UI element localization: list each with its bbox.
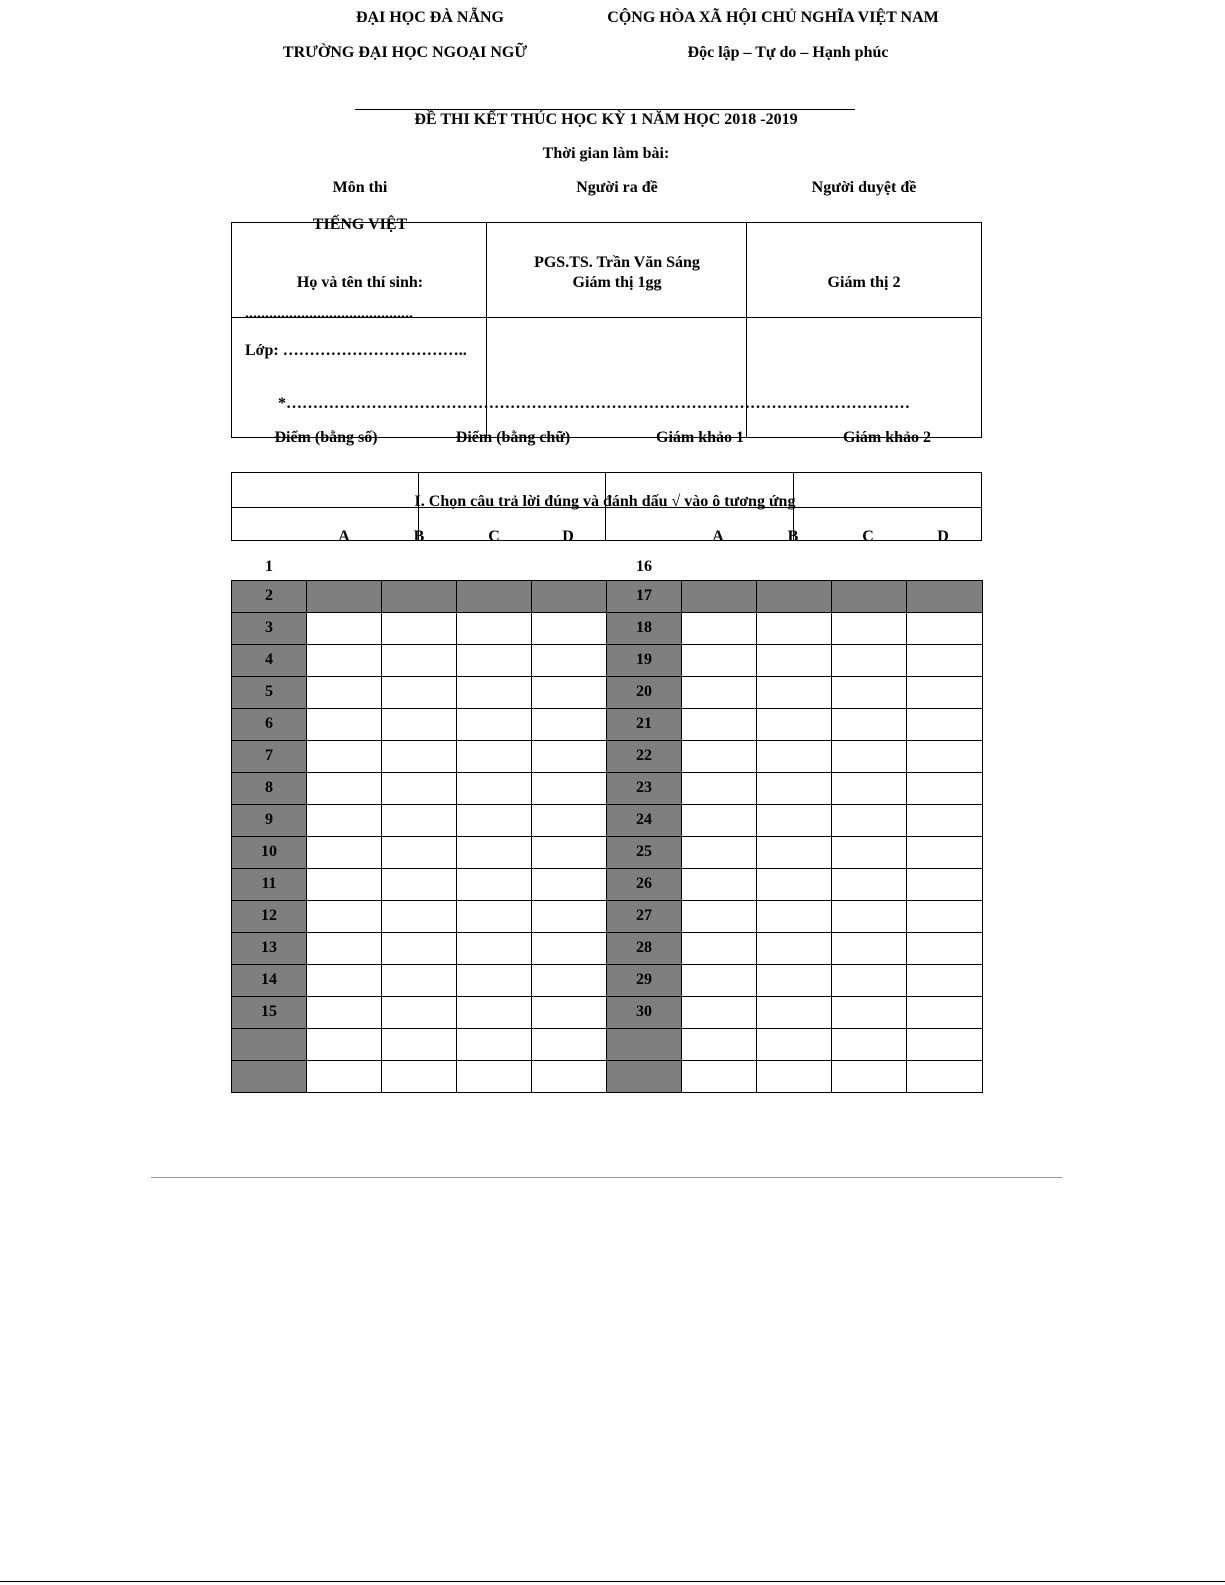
answer-cell-d[interactable] [532,804,607,836]
answer-cell-b[interactable] [757,676,832,708]
question-number-left [232,1028,307,1060]
answer-cell-a[interactable] [307,644,382,676]
answer-cell-a[interactable] [307,836,382,868]
answer-cell-a[interactable] [307,772,382,804]
question-number-right: 29 [607,964,682,996]
answer-cell-c[interactable] [832,555,907,580]
answer-cell-b[interactable] [757,1028,832,1060]
subject-label: Môn thi [332,179,388,196]
score-words-label: Điểm (bằng chữ) [455,429,571,446]
answer-cell-d[interactable] [532,580,607,612]
answer-row [232,555,983,580]
question-number-left: 4 [232,644,307,676]
question-number-left: 12 [232,900,307,932]
answer-cell-b[interactable] [757,580,832,612]
answer-cell-d[interactable] [907,708,983,740]
answer-cell-a[interactable] [682,740,757,772]
answer-cell-a[interactable] [307,612,382,644]
answer-cell-d[interactable] [907,580,983,612]
answer-cell-c[interactable] [457,804,532,836]
school-name: TRƯỜNG ĐẠI HỌC NGOẠI NGỮ [282,44,528,61]
answer-cell-c[interactable] [457,580,532,612]
national-title: CỘNG HÒA XÃ HỘI CHỦ NGHĨA VIỆT NAM [607,9,939,26]
answer-cell-c[interactable] [457,644,532,676]
answer-cell-b[interactable] [382,1028,457,1060]
answer-row [232,932,983,964]
question-number-right: 21 [607,708,682,740]
cut-line: *……………………………………………………………………………………………………… [278,395,910,412]
page-bottom-edge [0,1581,1225,1582]
answer-cell-d[interactable] [532,676,607,708]
answer-cell-c[interactable] [457,1060,532,1092]
question-number-left: 14 [232,964,307,996]
question-number-left: 2 [232,580,307,612]
answer-cell-b[interactable] [382,1060,457,1092]
examiner-2-label: Giám khảo 2 [842,429,932,446]
answer-cell-c[interactable] [832,836,907,868]
answer-cell-c[interactable] [457,868,532,900]
score-number-label: Điểm (bằng số) [274,429,378,446]
answer-grid [231,555,983,1093]
title-rule [355,109,855,110]
question-number-right: 20 [607,676,682,708]
answer-cell-a[interactable] [682,644,757,676]
answer-cell-c[interactable] [832,644,907,676]
answer-cell-a[interactable] [682,612,757,644]
answer-cell-d[interactable] [532,1028,607,1060]
answer-cell-c[interactable] [457,964,532,996]
answer-cell-b[interactable] [382,612,457,644]
subject-value: TIẾNG VIỆT [312,216,408,233]
author-label: Người ra đề [576,179,658,196]
answer-cell-c[interactable] [832,804,907,836]
answer-cell-b[interactable] [757,836,832,868]
answer-cell-c[interactable] [832,612,907,644]
option-label-c: C [488,528,500,545]
question-number-left: 3 [232,612,307,644]
question-number-left: 9 [232,804,307,836]
answer-cell-d[interactable] [532,932,607,964]
answer-cell-d[interactable] [907,900,983,932]
answer-cell-b[interactable] [382,868,457,900]
answer-cell-a[interactable] [682,868,757,900]
answer-cell-b[interactable] [757,708,832,740]
option-label-a-right: A [712,528,724,545]
answer-cell-c[interactable] [832,1060,907,1092]
invigilator-2: Giám thị 2 [827,274,901,291]
answer-cell-b[interactable] [382,644,457,676]
answer-cell-a[interactable] [307,740,382,772]
answer-cell-a[interactable] [307,932,382,964]
answer-cell-a[interactable] [682,932,757,964]
answer-cell-d[interactable] [907,676,983,708]
answer-cell-a[interactable] [307,996,382,1028]
answer-cell-c[interactable] [457,996,532,1028]
answer-cell-d[interactable] [907,740,983,772]
answer-cell-c[interactable] [457,708,532,740]
answer-cell-b[interactable] [382,555,457,580]
answer-cell-b[interactable] [382,836,457,868]
answer-cell-c[interactable] [832,900,907,932]
answer-row [232,836,983,868]
candidate-name-field[interactable]: .......................................... [245,305,413,322]
answer-cell-c[interactable] [457,555,532,580]
question-number-right: 27 [607,900,682,932]
answer-cell-c[interactable] [832,772,907,804]
answer-cell-a[interactable] [307,580,382,612]
answer-cell-c[interactable] [457,900,532,932]
answer-cell-c[interactable] [832,868,907,900]
answer-cell-b[interactable] [757,1060,832,1092]
answer-row [232,996,983,1028]
answer-row [232,772,983,804]
answer-cell-c[interactable] [457,612,532,644]
answer-cell-c[interactable] [832,996,907,1028]
question-number-left: 6 [232,708,307,740]
reviewer-label: Người duyệt đề [811,179,917,196]
answer-cell-a[interactable] [307,868,382,900]
answer-cell-b[interactable] [757,612,832,644]
answer-cell-c[interactable] [832,932,907,964]
answer-cell-d[interactable] [532,836,607,868]
answer-cell-c[interactable] [832,580,907,612]
answer-row [232,644,983,676]
national-motto: Độc lập – Tự do – Hạnh phúc [687,44,889,61]
question-number-right: 25 [607,836,682,868]
answer-cell-c[interactable] [832,1028,907,1060]
answer-cell-b[interactable] [382,996,457,1028]
answer-cell-d[interactable] [907,836,983,868]
question-number-left: 1 [232,555,307,580]
question-number-right: 19 [607,644,682,676]
option-label-a: A [338,528,350,545]
answer-row [232,804,983,836]
university-name: ĐẠI HỌC ĐÀ NẴNG [356,9,504,26]
question-number-right: 28 [607,932,682,964]
question-number-left: 8 [232,772,307,804]
answer-cell-a[interactable] [682,1060,757,1092]
answer-cell-b[interactable] [757,555,832,580]
answer-cell-b[interactable] [382,580,457,612]
answer-cell-a[interactable] [307,900,382,932]
candidate-name-label: Họ và tên thí sinh: [296,274,424,291]
answer-cell-d[interactable] [907,772,983,804]
answer-cell-b[interactable] [382,804,457,836]
exam-title: ĐỀ THI KẾT THÚC HỌC KỲ 1 NĂM HỌC 2018 -2019 [414,111,798,128]
answer-cell-b[interactable] [382,676,457,708]
answer-cell-c[interactable] [457,836,532,868]
instruction-text: I. Chọn câu trả lời đúng và đánh dấu √ vào ô tương ứng [414,493,796,510]
answer-cell-a[interactable] [682,708,757,740]
exam-time-label: Thời gian làm bài: [542,145,670,162]
answer-cell-d[interactable] [907,964,983,996]
answer-cell-a[interactable] [307,555,382,580]
answer-cell-d[interactable] [907,804,983,836]
page-footer-rule [151,1177,1062,1178]
answer-cell-a[interactable] [682,996,757,1028]
option-label-d-right: D [937,528,949,545]
option-label-b-right: B [787,528,799,545]
answer-cell-b[interactable] [382,964,457,996]
question-number-right: 16 [607,555,682,580]
answer-cell-b[interactable] [757,644,832,676]
answer-cell-d[interactable] [907,644,983,676]
answer-cell-d[interactable] [532,740,607,772]
answer-cell-a[interactable] [307,964,382,996]
answer-cell-c[interactable] [457,1028,532,1060]
answer-cell-a[interactable] [682,676,757,708]
question-number-left: 5 [232,676,307,708]
answer-cell-c[interactable] [832,740,907,772]
answer-cell-d[interactable] [532,868,607,900]
answer-cell-d[interactable] [532,612,607,644]
answer-cell-a[interactable] [307,1060,382,1092]
question-number-left: 7 [232,740,307,772]
answer-cell-d[interactable] [907,612,983,644]
answer-cell-d[interactable] [532,708,607,740]
answer-cell-a[interactable] [682,555,757,580]
question-number-left [232,1060,307,1092]
answer-cell-a[interactable] [682,900,757,932]
answer-row [232,612,983,644]
answer-cell-b[interactable] [757,996,832,1028]
answer-cell-b[interactable] [382,772,457,804]
answer-cell-b[interactable] [757,804,832,836]
answer-cell-a[interactable] [307,804,382,836]
answer-cell-c[interactable] [457,772,532,804]
answer-cell-d[interactable] [532,1060,607,1092]
answer-cell-a[interactable] [307,708,382,740]
answer-cell-c[interactable] [457,676,532,708]
answer-cell-c[interactable] [832,676,907,708]
question-number-left: 13 [232,932,307,964]
question-number-left: 15 [232,996,307,1028]
answer-cell-a[interactable] [682,836,757,868]
class-field[interactable]: Lớp: …………………………….. [245,342,467,359]
option-label-d: D [562,528,574,545]
option-label-c-right: C [862,528,874,545]
answer-cell-d[interactable] [907,555,983,580]
answer-cell-b[interactable] [382,708,457,740]
question-number-right: 30 [607,996,682,1028]
answer-cell-b[interactable] [382,932,457,964]
answer-row [232,740,983,772]
answer-cell-d[interactable] [907,1028,983,1060]
answer-cell-d[interactable] [532,996,607,1028]
answer-cell-d[interactable] [907,868,983,900]
answer-cell-d[interactable] [532,900,607,932]
question-number-right: 18 [607,612,682,644]
answer-cell-a[interactable] [307,1028,382,1060]
answer-cell-a[interactable] [682,580,757,612]
answer-row [232,1060,983,1092]
answer-cell-a[interactable] [682,964,757,996]
answer-cell-c[interactable] [457,740,532,772]
question-number-right: 17 [607,580,682,612]
question-number-right [607,1028,682,1060]
option-label-b: B [413,528,425,545]
answer-cell-d[interactable] [907,996,983,1028]
answer-cell-a[interactable] [307,676,382,708]
answer-cell-b[interactable] [757,900,832,932]
answer-cell-d[interactable] [907,1060,983,1092]
answer-cell-b[interactable] [757,932,832,964]
answer-cell-c[interactable] [457,932,532,964]
question-number-right: 23 [607,772,682,804]
answer-row [232,708,983,740]
answer-cell-d[interactable] [907,932,983,964]
answer-cell-a[interactable] [682,772,757,804]
answer-row [232,1028,983,1060]
answer-cell-d[interactable] [532,555,607,580]
answer-cell-b[interactable] [382,740,457,772]
invigilator-1: Giám thị 1gg [572,274,662,291]
answer-cell-b[interactable] [757,964,832,996]
answer-cell-b[interactable] [757,740,832,772]
question-number-right: 24 [607,804,682,836]
question-number-right [607,1060,682,1092]
answer-cell-a[interactable] [682,804,757,836]
answer-row [232,964,983,996]
question-number-left: 11 [232,868,307,900]
answer-cell-d[interactable] [532,772,607,804]
answer-cell-c[interactable] [832,964,907,996]
question-number-left: 10 [232,836,307,868]
answer-cell-d[interactable] [532,964,607,996]
answer-cell-b[interactable] [382,900,457,932]
answer-row [232,676,983,708]
answer-row [232,900,983,932]
author-value: PGS.TS. Trần Văn Sáng [534,254,700,271]
answer-cell-d[interactable] [532,644,607,676]
answer-row [232,868,983,900]
answer-cell-c[interactable] [832,708,907,740]
question-number-right: 26 [607,868,682,900]
question-number-right: 22 [607,740,682,772]
answer-row [232,580,983,612]
examiner-1-label: Giám khảo 1 [655,429,745,446]
answer-cell-a[interactable] [682,1028,757,1060]
answer-cell-b[interactable] [757,868,832,900]
answer-cell-b[interactable] [757,772,832,804]
